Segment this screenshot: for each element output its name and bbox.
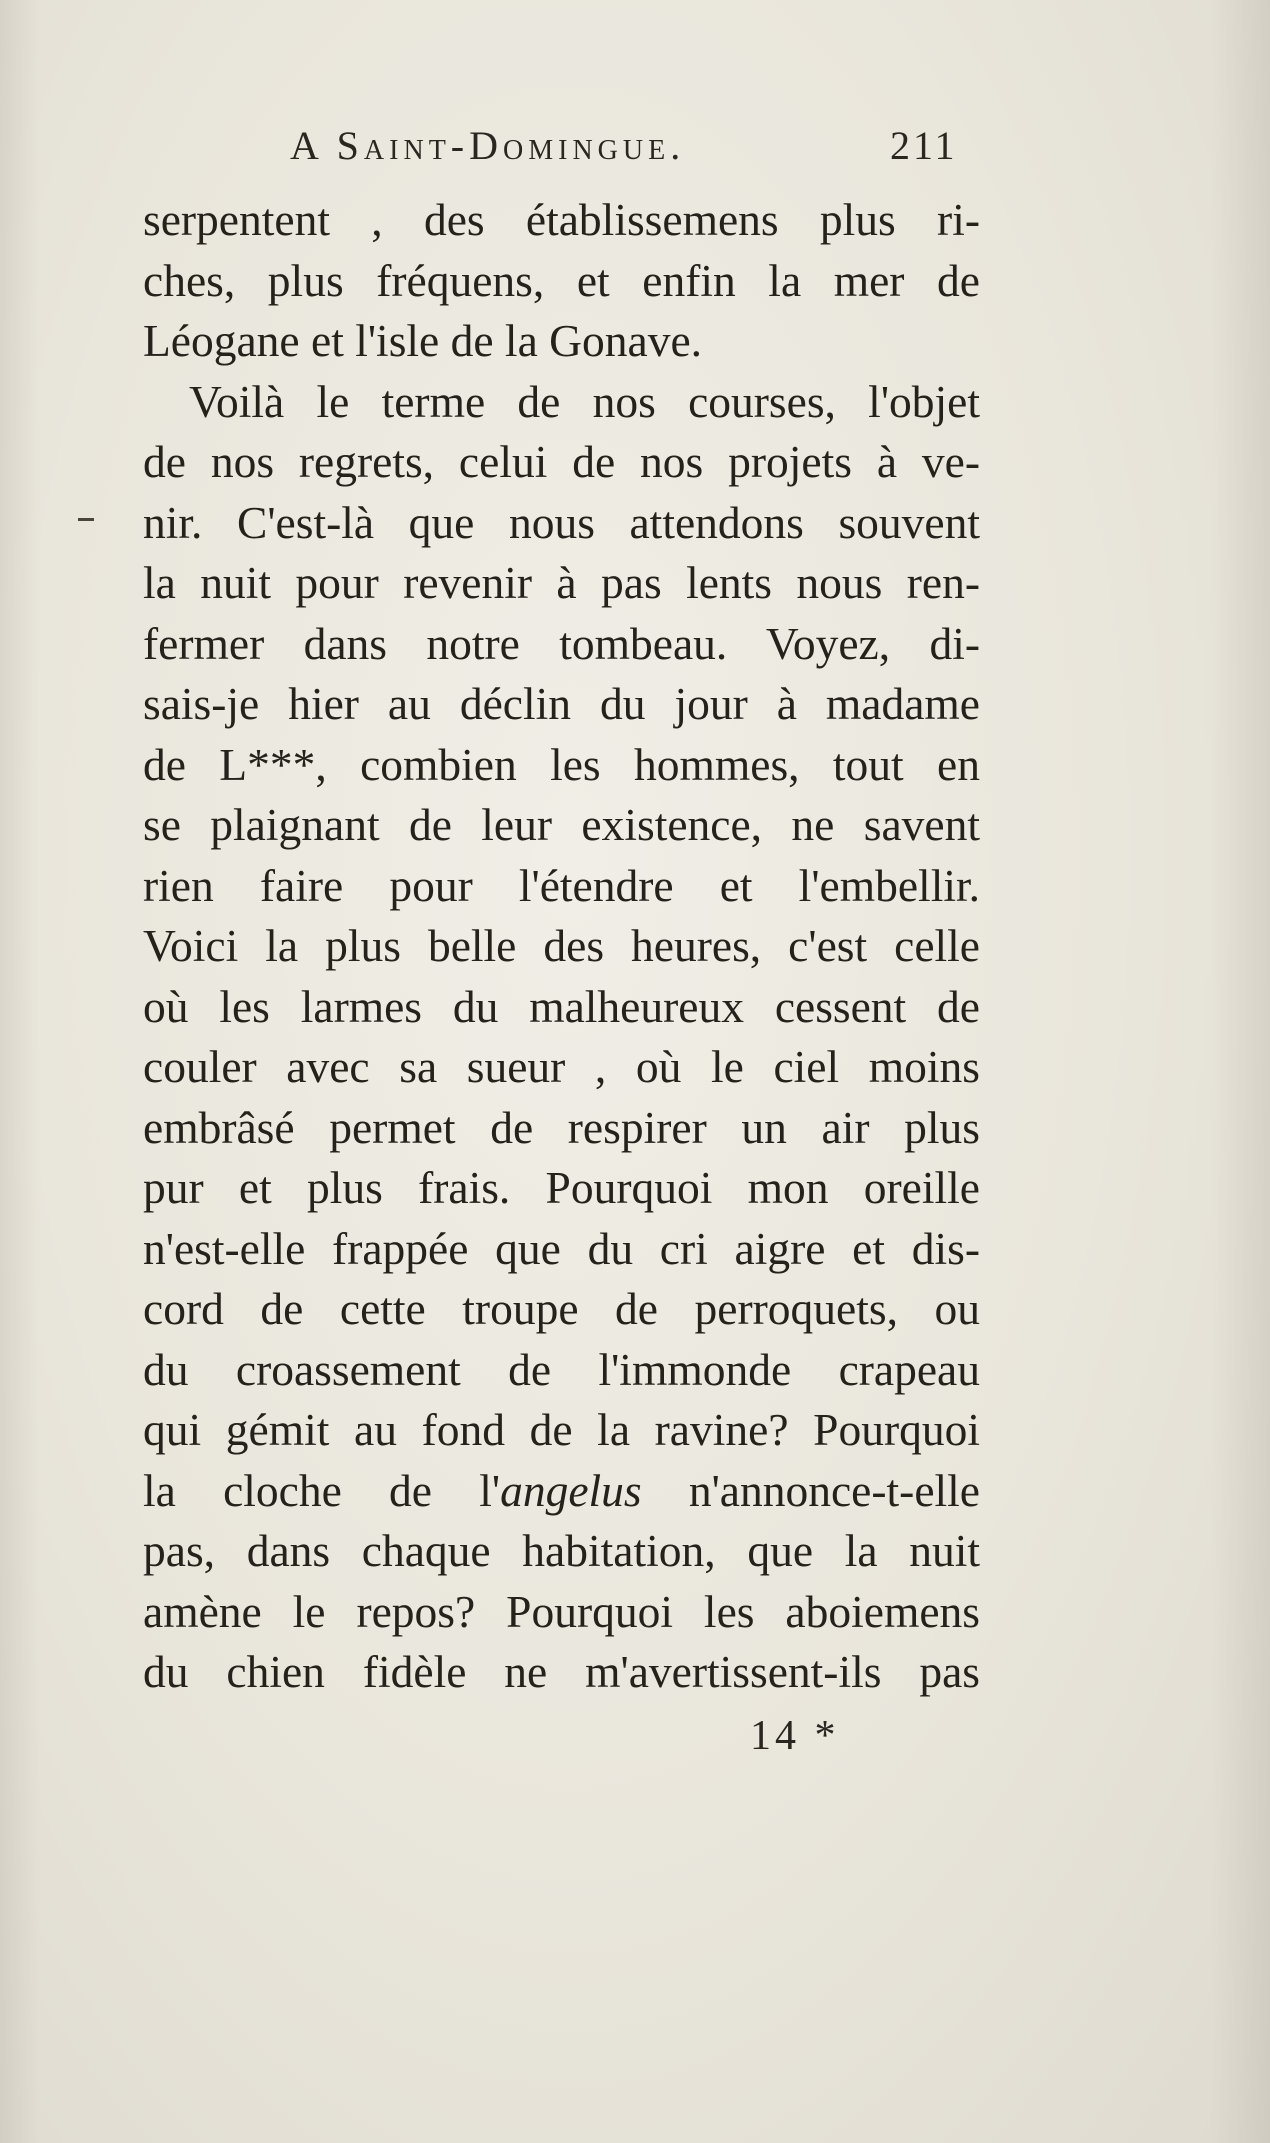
signature-mark: 14 *: [750, 1713, 840, 1759]
text-line: pur et plus frais. Pourquoi mon oreille: [143, 1162, 980, 1213]
text-line: serpentent , des établissemens plus ri-: [143, 194, 980, 245]
text-line: pas, dans chaque habitation, que la nuit: [143, 1525, 980, 1576]
body-text: [143, 190, 980, 1703]
text-line: Voici la plus belle des heures, c'est celle: [143, 920, 980, 971]
text-line: Voilà le terme de nos courses, l'objet: [189, 375, 980, 427]
margin-dash-mark: [78, 518, 94, 521]
text-line: la nuit pour revenir à pas lents nous ren-: [143, 557, 980, 608]
text-line: fermer dans notre tombeau. Voyez, di-: [143, 617, 980, 669]
text-line: se plaignant de leur existence, ne savent: [143, 799, 980, 850]
text-line: amène le repos? Pourquoi les aboiemens: [143, 1585, 980, 1637]
text-line: ches, plus fréquens, et enfin la mer de: [143, 254, 980, 306]
text-line: cord de cette troupe de perroquets, ou: [143, 1283, 980, 1334]
page-header: [290, 122, 970, 178]
text-line: de L***, combien les hommes, tout en: [143, 738, 980, 790]
text-line: du chien fidèle ne m'avertissent-ils pas: [143, 1646, 980, 1697]
page-number: 211: [890, 123, 958, 168]
page-edge-shadow: [1210, 0, 1270, 2143]
text-line: couler avec sa sueur , où le ciel moins: [143, 1041, 980, 1092]
text-line: n'est-elle frappée que du cri aigre et dis-: [143, 1222, 980, 1274]
text-line: du croassement de l'immonde crapeau: [143, 1343, 980, 1395]
text-line: rien faire pour l'étendre et l'embellir.: [143, 859, 980, 911]
text-line: nir. C'est-là que nous attendons souvent: [143, 496, 980, 548]
italic-word: angelus: [500, 1464, 642, 1516]
text-line: la cloche de l'angelus n'annonce-t-elle: [143, 1464, 980, 1516]
text-line: où les larmes du malheureux cessent de: [143, 980, 980, 1032]
text-line: qui gémit au fond de la ravine? Pourquoi: [143, 1404, 980, 1455]
running-title: A Saint-Domingue.: [290, 123, 686, 168]
text-line: de nos regrets, celui de nos projets à ve-: [143, 436, 980, 487]
text-line: embrâsé permet de respirer un air plus: [143, 1101, 980, 1153]
page-gutter-shadow: [0, 0, 40, 2143]
text-line: sais-je hier au déclin du jour à madame: [143, 678, 980, 729]
text-line: Léogane et l'isle de la Gonave.: [143, 315, 703, 366]
